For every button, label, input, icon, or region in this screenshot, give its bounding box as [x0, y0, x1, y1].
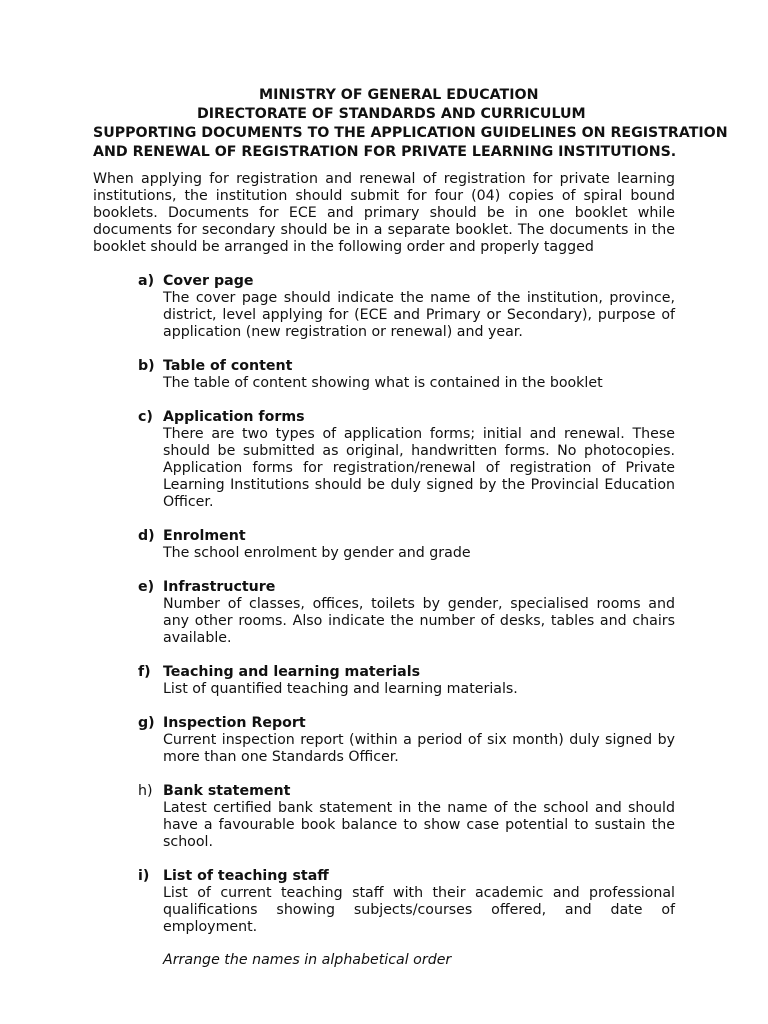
list-item-teaching-staff	[138, 868, 675, 969]
directorate-title: DIRECTORATE OF STANDARDS AND CURRICULUM	[197, 106, 586, 122]
list-item-application-forms	[138, 409, 675, 511]
list-item-inspection-report	[138, 715, 675, 766]
intro-paragraph: When applying for registration and renewal of registration for private learning institutions, the institution should submit for four (04) copies of spiral bound booklets. Documents for ECE and primary should be in one booklet while documents for secondary should be in a separate booklet. The documents in the booklet should be arranged in the following order and properly tagged	[93, 171, 675, 255]
requirements-list	[138, 273, 675, 969]
item-marker: d)	[138, 528, 155, 544]
list-item-teaching-materials	[138, 664, 675, 698]
list-item-enrolment	[138, 528, 675, 562]
document-title-line-2: AND RENEWAL OF REGISTRATION FOR PRIVATE LEARNING INSTITUTIONS.	[93, 144, 677, 160]
list-item-table-of-content	[138, 358, 675, 392]
item-body: Number of classes, offices, toilets by gender, specialised rooms and any other rooms. Also indicate the number of desks, tables and chairs available.	[163, 596, 675, 646]
item-body: The school enrolment by gender and grade	[163, 545, 471, 561]
item-title: Teaching and learning materials	[163, 664, 421, 680]
item-title: List of teaching staff	[163, 868, 329, 884]
item-title: Enrolment	[163, 528, 246, 544]
item-body: The table of content showing what is contained in the booklet	[163, 375, 603, 391]
item-body: List of current teaching staff with their academic and professional qualifications showing subjects/courses offered, and date of employment.	[163, 885, 675, 935]
item-body: There are two types of application forms; initial and renewal. These should be submitted as original, handwritten forms. No photocopies. Application forms for registration/renewal of registration of Private Learning Institutions should be duly signed by the Provincial Education Officer.	[163, 426, 675, 510]
ministry-title: MINISTRY OF GENERAL EDUCATION	[259, 87, 539, 103]
item-marker: g)	[138, 715, 155, 731]
item-marker: f)	[138, 664, 151, 680]
item-marker: c)	[138, 409, 153, 425]
item-title: Inspection Report	[163, 715, 306, 731]
item-marker: e)	[138, 579, 155, 595]
item-marker: a)	[138, 273, 155, 289]
item-marker: i)	[138, 868, 150, 884]
item-marker: h)	[138, 783, 153, 799]
item-body: List of quantified teaching and learning materials.	[163, 681, 518, 697]
document-heading	[93, 86, 728, 162]
list-item-bank-statement	[138, 783, 675, 851]
item-title: Infrastructure	[163, 579, 276, 595]
item-note: Arrange the names in alphabetical order	[163, 952, 452, 968]
item-title: Cover page	[163, 273, 254, 289]
item-marker: b)	[138, 358, 155, 374]
item-body: The cover page should indicate the name of the institution, province, district, level applying for (ECE and Primary or Secondary), purpose of application (new registration or renewal) and year.	[163, 290, 675, 340]
item-title: Table of content	[163, 358, 293, 374]
item-title: Bank statement	[163, 783, 291, 799]
list-item-infrastructure	[138, 579, 675, 647]
item-body: Latest certified bank statement in the name of the school and should have a favourable book balance to show case potential to sustain the school.	[163, 800, 675, 850]
list-item-cover-page	[138, 273, 675, 341]
document-title-line-1: SUPPORTING DOCUMENTS TO THE APPLICATION GUIDELINES ON REGISTRATION	[93, 125, 728, 141]
item-body: Current inspection report (within a period of six month) duly signed by more than one Standards Officer.	[163, 732, 675, 765]
item-title: Application forms	[163, 409, 305, 425]
